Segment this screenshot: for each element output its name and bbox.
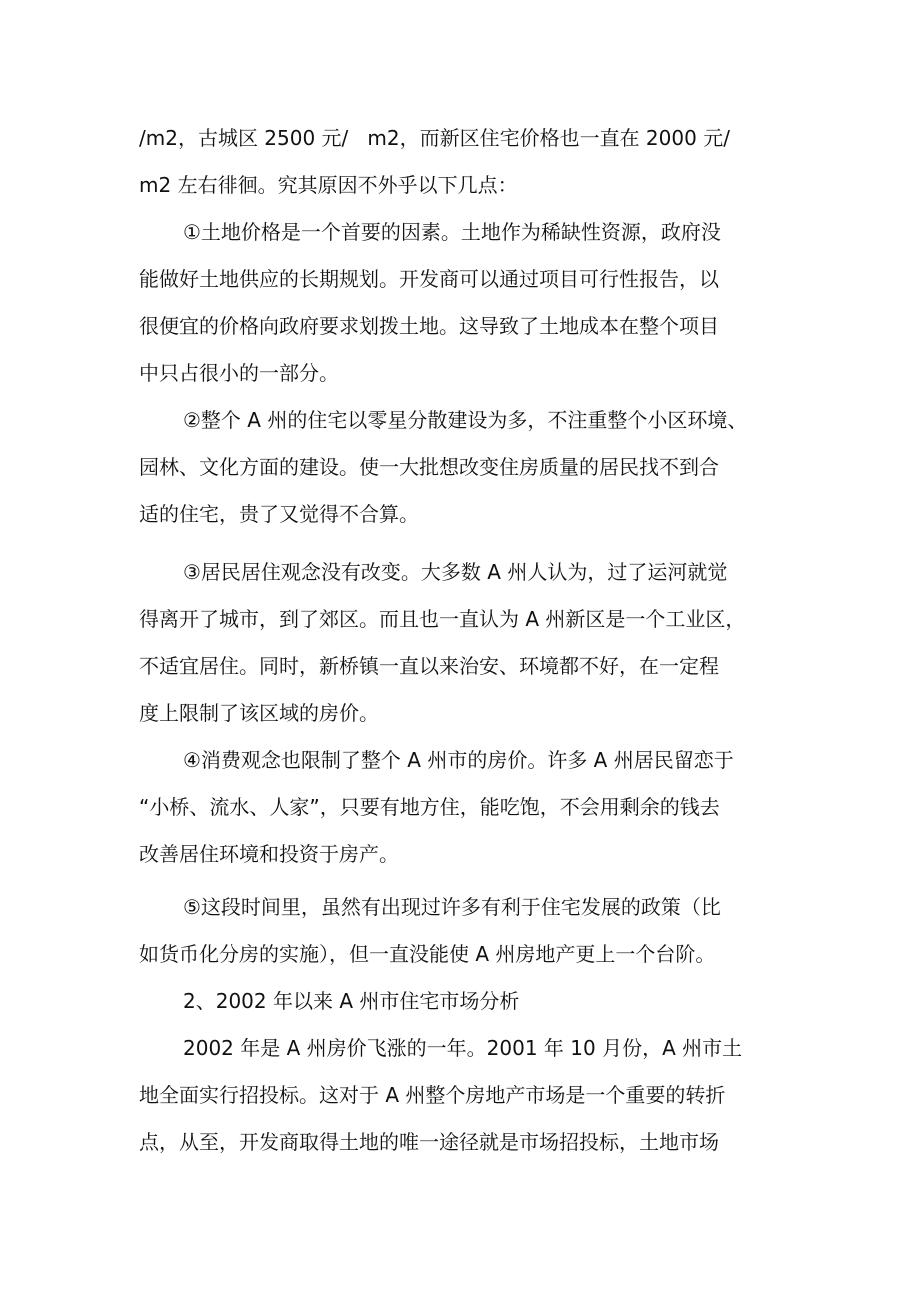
paragraph-1-first-line: ①土地价格是一个首要的因素。土地作为稀缺性资源，政府没 [183,220,721,244]
text-line: “小桥、流水、人家”，只要有地方住，能吃饱，不会用剩余的钱去 [139,795,720,819]
text-line: 适的住宅，贵了又觉得不合算。 [139,502,419,526]
paragraph-4-first-line: ④消费观念也限制了整个 A 州市的房价。许多 A 州居民留恋于 [183,748,734,772]
text-line: m2 左右徘徊。究其原因不外乎以下几点： [139,173,518,197]
text-line: 中只占很小的一部分。 [139,361,339,385]
paragraph-3-first-line: ③居民居住观念没有改变。大多数 A 州人认为，过了运河就觉 [183,560,728,584]
paragraph-5-first-line: ⑤这段时间里，虽然有出现过许多有利于住宅发展的政策（比 [183,895,721,919]
text-line: 很便宜的价格向政府要求划拨土地。这导致了土地成本在整个项目 [139,314,719,338]
text-line: 地全面实行招投标。这对于 A 州整个房地产市场是一个重要的转折 [139,1083,726,1107]
text-line: 得离开了城市，到了郊区。而且也一直认为 A 州新区是一个工业区， [139,607,746,631]
text-line: 能做好土地供应的长期规划。开发商可以通过项目可行性报告，以 [139,267,719,291]
text-line: 园林、文化方面的建设。使一大批想改变住房质量的居民找不到合 [139,455,719,479]
text-line: 如货币化分房的实施），但一直没能使 A 州房地产更上一个台阶。 [139,942,716,966]
paragraph-6-first-line: 2002 年是 A 州房价飞涨的一年。2001 年 10 月份，A 州市土 [183,1036,743,1060]
text-line: /m2，古城区 2500 元/ m2，而新区住宅价格也一直在 2000 元/ [139,126,730,150]
section-heading: 2、2002 年以来 A 州市住宅市场分析 [183,989,520,1013]
text-line: 改善居住环境和投资于房产。 [139,842,399,866]
text-line: 度上限制了该区域的房价。 [139,701,379,725]
paragraph-2-first-line: ②整个 A 州的住宅以零星分散建设为多，不注重整个小区环境、 [183,408,748,432]
text-line: 点，从至，开发商取得土地的唯一途径就是市场招投标，土地市场 [139,1130,719,1154]
text-line: 不适宜居住。同时，新桥镇一直以来治安、环境都不好，在一定程 [139,654,719,678]
